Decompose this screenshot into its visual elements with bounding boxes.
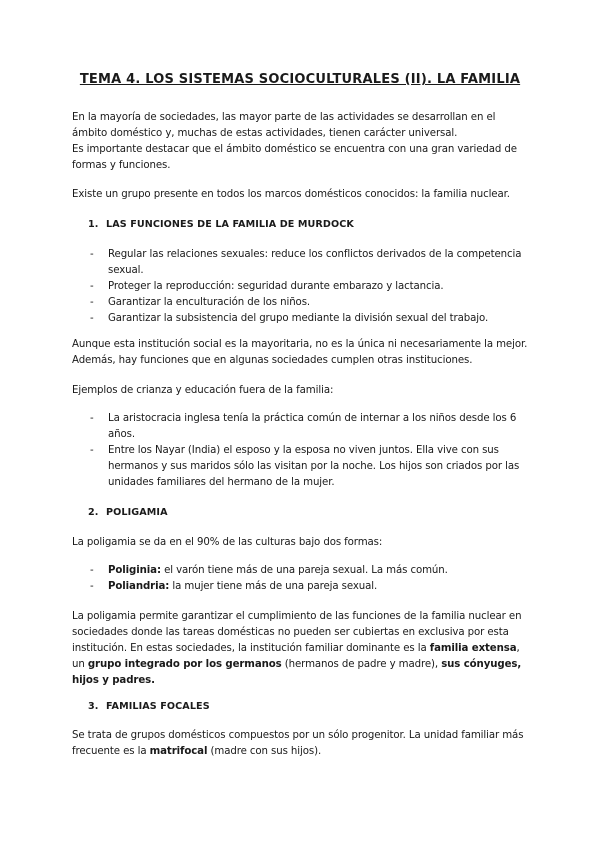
dash-bullet: -	[90, 413, 94, 424]
section-3-number: 3.	[88, 701, 99, 712]
term-poliginia: Poliginia:	[108, 565, 161, 576]
list-item: - Garantizar la subsistencia del grupo mediante la división sexual del trabajo.	[88, 311, 528, 327]
section-1-number: 1.	[88, 219, 99, 230]
dash-bullet: -	[90, 581, 94, 592]
dash-bullet: -	[90, 249, 94, 260]
list-item: - La aristocracia inglesa tenía la práctica común de internar a los niños desde los 6 años.	[90, 413, 517, 440]
bold-conyuges: sus cónyuges, hijos y padres	[72, 659, 522, 686]
polygamy-forms-list	[88, 563, 528, 595]
bold-grupo-germanos: grupo integrado por los germanos	[87, 659, 282, 670]
focal-families-paragraph: Se trata de grupos domésticos compuestos por un sólo progenitor. La unidad familiar más frecuente es la matrifocal (madre con sus hijos).	[72, 730, 524, 757]
section-1-title: LAS FUNCIONES DE LA FAMILIA DE MURDOCK	[106, 219, 354, 230]
list-item: - Proteger la reproducción: seguridad durante embarazo y lactancia.	[88, 279, 528, 295]
page-title: TEMA 4. LOS SISTEMAS SOCIOCULTURALES (II). LA FAMILIA	[79, 72, 521, 87]
examples-intro: Ejemplos de crianza y educación fuera de la familia:	[72, 385, 334, 396]
section-2-number: 2.	[88, 507, 99, 518]
section-1-heading	[88, 219, 354, 230]
section-2-heading	[88, 507, 168, 518]
section-2-title: POLIGAMIA	[106, 507, 168, 518]
list-item: - Poliginia: el varón tiene más de una pareja sexual. La más común.	[88, 563, 528, 579]
polygamy-intro: La poligamia se da en el 90% de las culturas bajo dos formas:	[72, 537, 383, 548]
institution-paragraph: Aunque esta institución social es la mayoritaria, no es la única ni necesariamente la mejor. Además, hay funciones que en algunas sociedades cumplen otras instituciones.	[72, 339, 528, 366]
dash-bullet: -	[90, 565, 94, 576]
term-poliandria: Poliandria:	[108, 581, 170, 592]
intro-line-2: Es importante destacar que el ámbito doméstico se encuentra con una gran variedad de formas y funciones.	[72, 144, 517, 171]
dash-bullet: -	[90, 281, 94, 292]
intro-line-1: En la mayoría de sociedades, las mayor parte de las actividades se desarrollan en el ámbito doméstico y, muchas de estas actividades, tienen carácter universal.	[72, 112, 496, 139]
polygamy-paragraph: La poligamia permite garantizar el cumplimiento de las funciones de la familia nuclear en sociedades donde las tareas domésticas no pueden ser cubiertas en exclusiva por esta institución. En estas sociedades, la institución familiar dominante es la familia extensa, un grupo integrado por los germanos (hermanos de padre y madre), sus cónyuges, hijos y padres.	[72, 611, 522, 686]
dash-bullet: -	[90, 297, 94, 308]
bold-matrifocal: matrifocal	[149, 746, 208, 757]
dash-bullet: -	[90, 313, 94, 324]
bold-familia-extensa: familia extensa	[429, 643, 517, 654]
section-3-title: FAMILIAS FOCALES	[106, 701, 210, 712]
dash-bullet: -	[90, 445, 94, 456]
murdock-functions-list	[88, 247, 528, 327]
list-item: - Entre los Nayar (India) el esposo y la esposa no viven juntos. Ella vive con sus hermanos y sus maridos sólo las visitan por la noche. Los hijos son criados por las unidades familiares del hermano de la mujer.	[90, 445, 520, 488]
list-item: - Poliandria: la mujer tiene más de una pareja sexual.	[88, 579, 528, 595]
intro-paragraph	[72, 110, 532, 174]
list-item: - Garantizar la enculturación de los niños.	[88, 295, 528, 311]
section-3-heading	[88, 701, 210, 712]
examples-list	[88, 411, 528, 491]
list-item: - Regular las relaciones sexuales: reduce los conflictos derivados de la competencia sexual.	[90, 249, 522, 276]
nuclear-family-paragraph: Existe un grupo presente en todos los marcos domésticos conocidos: la familia nuclear.	[72, 189, 510, 200]
